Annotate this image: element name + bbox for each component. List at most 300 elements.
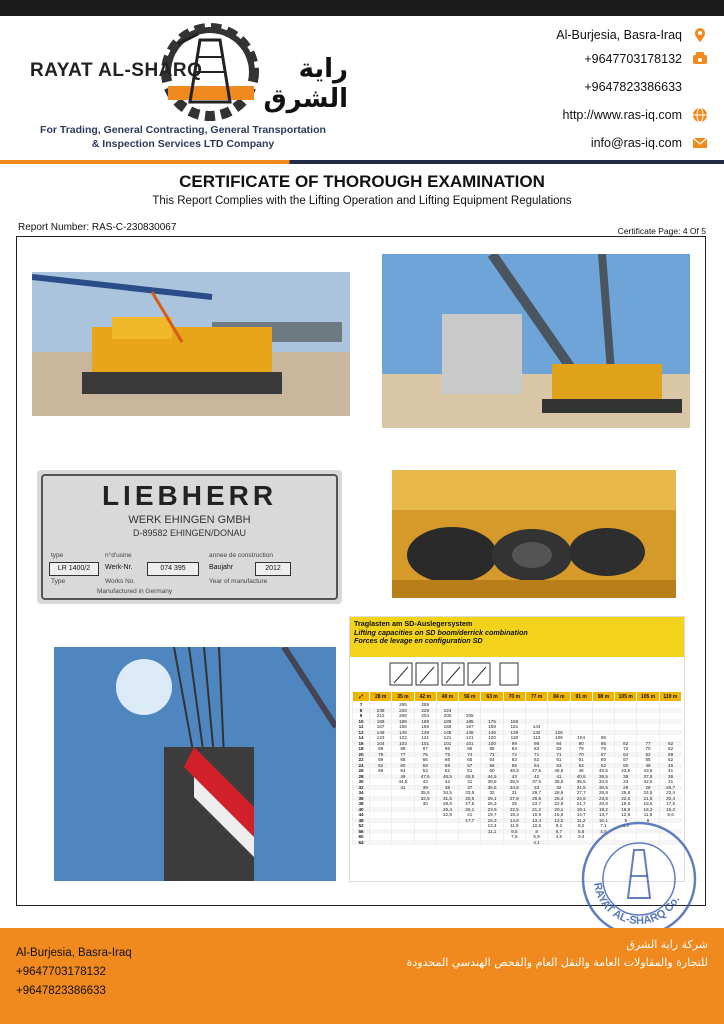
contact-website[interactable]: http://www.ras-iq.com [448, 104, 708, 126]
capacity-cell: 30 [414, 801, 436, 807]
load-chart-title-de: Traglasten am SD-Auslegersystem [354, 619, 473, 628]
capacity-cell: 52 [436, 768, 458, 774]
capacity-cell: 71 [525, 752, 547, 758]
capacity-cell: 3,4 [570, 834, 592, 840]
capacity-cell: 94 [548, 741, 570, 747]
capacity-cell: 98 [525, 741, 547, 747]
configuration-symbols [350, 657, 684, 691]
capacity-cell: 16,3 [481, 818, 503, 824]
radius-cell: 16 [353, 741, 370, 747]
capacity-cell: 24,5 [637, 790, 659, 796]
capacity-cell: 41 [548, 774, 570, 780]
capacity-cell: 69 [370, 757, 392, 763]
boom-length-header: 77 m [525, 692, 547, 702]
capacity-cell: 32,5 [414, 796, 436, 802]
capacity-cell [459, 840, 481, 846]
photo-counterweight [32, 272, 350, 416]
capacity-cell: 33,5 [459, 790, 481, 796]
capacity-cell: 14,7 [570, 812, 592, 818]
radius-cell: 7 [353, 702, 370, 708]
capacity-cell: 4,5 [592, 829, 614, 835]
capacity-cell: 78 [370, 752, 392, 758]
boom-length-header: 28 m [370, 692, 392, 702]
capacity-cell: 33 [525, 785, 547, 791]
capacity-cell [414, 840, 436, 846]
capacity-cell: 50 [615, 763, 637, 769]
capacity-cell: 10,5 [525, 823, 547, 829]
capacity-cell: 35,5 [481, 785, 503, 791]
capacity-cell: 103 [392, 741, 414, 747]
email-icon [692, 135, 708, 151]
contact-address: Al-Burjesia, Basra-Iraq [448, 24, 708, 46]
boom-length-header: 105 m [615, 692, 637, 702]
capacity-cell: 65 [459, 757, 481, 763]
capacity-cell: 64 [481, 757, 503, 763]
capacity-cell [503, 840, 525, 846]
capacity-cell: 101 [459, 741, 481, 747]
capacity-cell: 55 [637, 757, 659, 763]
photo-crawler-crane [382, 254, 690, 428]
capacity-cell: 21,5 [637, 796, 659, 802]
capacity-cell: 16,3 [637, 807, 659, 813]
capacity-cell: 189 [370, 719, 392, 725]
capacity-cell: 41 [459, 779, 481, 785]
boom-length-header: 70 m [503, 692, 525, 702]
capacity-cell: 113 [525, 735, 547, 741]
boom-length-header: 56 m [459, 692, 481, 702]
capacity-cell: 60 [392, 763, 414, 769]
capacity-cell: 28 [637, 785, 659, 791]
svg-text:RAYAT AL-SHARQ Co.: RAYAT AL-SHARQ Co. [591, 881, 683, 928]
capacity-cell: 31 [503, 790, 525, 796]
capacity-cell: 26,7 [659, 785, 681, 791]
capacity-cell: 26,3 [481, 801, 503, 807]
tagline-line-2: & Inspection Services LTD Company [91, 138, 275, 150]
capacity-cell: 83 [548, 746, 570, 752]
radius-cell: 56 [353, 829, 370, 835]
capacity-cell: 42 [525, 774, 547, 780]
capacity-cell: 22,5 [615, 796, 637, 802]
capacity-cell: 32 [548, 785, 570, 791]
capacity-cell: 26,8 [592, 790, 614, 796]
capacity-cell: 53 [414, 768, 436, 774]
certificate-subtitle: This Report Complies with the Lifting Operation and Lifting Equipment Regulations [152, 195, 572, 207]
capacity-cell: 43 [503, 774, 525, 780]
capacity-cell: 66 [414, 757, 436, 763]
capacity-cell: 74 [459, 752, 481, 758]
capacity-cell: 189 [436, 719, 458, 725]
boom-length-header: 119 m [659, 692, 681, 702]
capacity-cell: 126 [548, 730, 570, 736]
radius-cell: 24 [353, 763, 370, 769]
capacity-cell: 12,2 [548, 818, 570, 824]
capacity-cell: 90 [570, 741, 592, 747]
footer [0, 928, 724, 1024]
capacity-cell [548, 840, 570, 846]
capacity-cell: 87 [414, 746, 436, 752]
capacity-cell: 101 [414, 741, 436, 747]
capacity-cell: 5,6 [570, 829, 592, 835]
capacity-cell: 30,5 [459, 796, 481, 802]
capacity-cell: 70 [637, 746, 659, 752]
capacity-cell: 68 [392, 757, 414, 763]
capacity-cell: 8 [637, 818, 659, 824]
capacity-cell: 53 [548, 763, 570, 769]
capacity-cell: 83 [525, 746, 547, 752]
capacity-cell: 188 [392, 719, 414, 725]
contact-phone-1: +9647703178132 [448, 48, 708, 70]
capacity-cell: 33 [615, 779, 637, 785]
capacity-cell: 167 [370, 724, 392, 730]
capacity-cell: 43,5 [637, 768, 659, 774]
capacity-cell: 19,7 [481, 812, 503, 818]
capacity-cell: 38 [436, 785, 458, 791]
capacity-cell: 71 [548, 752, 570, 758]
capacity-cell: 139 [503, 730, 525, 736]
capacity-cell: 20,4 [659, 796, 681, 802]
capacity-cell: 166 [503, 719, 525, 725]
company-logo [18, 22, 348, 152]
capacity-cell: 11,2 [570, 818, 592, 824]
footer-arabic-company: شركة راية الشرق [626, 938, 708, 951]
boom-length-header: 105 m [637, 692, 659, 702]
top-bar [0, 0, 724, 16]
capacity-cell: 20,1 [548, 807, 570, 813]
capacity-cell: 39,5 [592, 774, 614, 780]
capacity-cell: 45,5 [459, 774, 481, 780]
radius-cell: 10 [353, 719, 370, 725]
header-divider [0, 160, 724, 164]
capacity-cell: 20,8 [592, 801, 614, 807]
boom-length-header: 49 m [436, 692, 458, 702]
capacity-cell: 14,8 [503, 818, 525, 824]
capacity-cell: 15,8 [548, 812, 570, 818]
capacity-cell: 122 [392, 735, 414, 741]
capacity-cell: 15,2 [659, 807, 681, 813]
capacity-cell: 22,5 [436, 812, 458, 818]
capacity-cell: 26,5 [525, 796, 547, 802]
capacity-cell: 9,5 [503, 829, 525, 835]
radius-cell: 34 [353, 790, 370, 796]
radius-cell: 18 [353, 746, 370, 752]
capacity-cell: 38 [615, 774, 637, 780]
load-chart-title-fr: Forces de levage en configuration SD [354, 636, 483, 646]
footer-arabic-services: للتجارة والمقاولات العامة والنقل العام والفحص الهندسي المحدودة [406, 956, 708, 969]
capacity-cell: 200 [436, 713, 458, 719]
capacity-cell: 31,5 [436, 796, 458, 802]
radius-cell: 22 [353, 757, 370, 763]
capacity-cell: 35,5 [414, 790, 436, 796]
capacity-cell: 188 [414, 719, 436, 725]
radius-cell: 20 [353, 752, 370, 758]
capacity-cell: 9,6 [659, 812, 681, 818]
capacity-cell: 34,5 [436, 790, 458, 796]
capacity-cell: 224 [436, 708, 458, 714]
capacity-cell: 58 [436, 763, 458, 769]
capacity-cell: 46,5 [436, 774, 458, 780]
capacity-cell: 9 [615, 818, 637, 824]
capacity-cell: 36,5 [548, 779, 570, 785]
capacity-cell: 8 [525, 829, 547, 835]
capacity-cell: 56 [370, 768, 392, 774]
capacity-cell: 104 [570, 735, 592, 741]
capacity-cell: 25 [503, 801, 525, 807]
capacity-cell: 40,5 [570, 774, 592, 780]
capacity-cell: 38,5 [503, 779, 525, 785]
radius-cell: 11 [353, 724, 370, 730]
radius-cell: 38 [353, 801, 370, 807]
capacity-cell: 96 [592, 735, 614, 741]
capacity-cell: 50 [481, 768, 503, 774]
capacity-cell: 13,7 [592, 812, 614, 818]
capacity-cell: 185 [459, 719, 481, 725]
capacity-cell: 57 [615, 757, 637, 763]
capacity-cell: 84 [503, 746, 525, 752]
capacity-cell: 7,1 [592, 823, 614, 829]
capacity-cell: 88 [392, 746, 414, 752]
capacity-cell: 121 [436, 735, 458, 741]
capacity-cell: 238 [370, 708, 392, 714]
radius-cell: 40 [353, 807, 370, 813]
capacity-cell: 39 [414, 785, 436, 791]
capacity-cell: 205 [459, 713, 481, 719]
company-stamp-icon [580, 820, 698, 938]
capacity-cell: 56 [481, 763, 503, 769]
capacity-cell: 82 [615, 741, 637, 747]
capacity-cell: 67 [592, 752, 614, 758]
nameplate-year-value: 2012 [255, 562, 291, 576]
capacity-cell: 79 [570, 746, 592, 752]
capacity-cell: 26,4 [436, 807, 458, 813]
capacity-cell: 148 [436, 730, 458, 736]
radius-cell: 14 [353, 735, 370, 741]
capacity-cell: 63 [503, 757, 525, 763]
capacity-cell: 37,5 [525, 779, 547, 785]
capacity-cell: 64 [615, 752, 637, 758]
capacity-cell: 17,5 [659, 801, 681, 807]
capacity-cell: 62 [659, 746, 681, 752]
capacity-cell: 101 [436, 741, 458, 747]
capacity-cell: 104 [370, 741, 392, 747]
capacity-cell: 118 [503, 735, 525, 741]
radius-cell: 12 [353, 730, 370, 736]
capacity-cell: 23,7 [525, 801, 547, 807]
capacity-cell: 60 [592, 757, 614, 763]
capacity-cell: 77 [392, 752, 414, 758]
radius-header: ⤢ [353, 692, 370, 702]
certificate-title: CERTIFICATE OF THOROUGH EXAMINATION [179, 172, 545, 191]
capacity-cell: 149 [392, 730, 414, 736]
capacity-cell [436, 840, 458, 846]
capacity-cell: 265 [392, 702, 414, 708]
capacity-cell: 85 [481, 746, 503, 752]
capacity-cell: 72 [615, 746, 637, 752]
load-chart-title-en: Lifting capacities on SD boom/derrick combination [354, 627, 528, 637]
boom-length-header: 84 m [548, 692, 570, 702]
capacity-cell: 4,5 [548, 834, 570, 840]
radius-cell: 44 [353, 812, 370, 818]
capacity-cell: 58 [659, 752, 681, 758]
capacity-cell: 29 [615, 785, 637, 791]
capacity-cell: 53 [570, 763, 592, 769]
capacity-cell: 11,6 [637, 812, 659, 818]
capacity-cell: 89 [370, 746, 392, 752]
capacity-cell: 23,4 [659, 790, 681, 796]
capacity-cell [392, 840, 414, 846]
radius-cell: 64 [353, 840, 370, 846]
capacity-cell: 61 [570, 757, 592, 763]
capacity-cell: 21 [459, 812, 481, 818]
capacity-cell: 44,5 [392, 779, 414, 785]
tagline-line-1: For Trading, General Contracting, General Transportation [40, 124, 326, 136]
capacity-cell: 62 [370, 763, 392, 769]
capacity-cell: 6,3 [615, 823, 637, 829]
radius-cell: 28 [353, 774, 370, 780]
certificate-page-number: Certificate Page: 4 Of 5 [617, 226, 706, 236]
capacity-cell: 25,6 [615, 790, 637, 796]
location-pin-icon [692, 27, 708, 43]
capacity-cell: 48,5 [503, 768, 525, 774]
capacity-cell: 73 [481, 752, 503, 758]
capacity-cell: 204 [414, 713, 436, 719]
capacity-cell: 7,5 [503, 834, 525, 840]
capacity-cell: 16,9 [615, 807, 637, 813]
capacity-cell: 121 [459, 735, 481, 741]
capacity-cell: 27,5 [459, 801, 481, 807]
capacity-cell: 52 [592, 763, 614, 769]
capacity-cell: 29,1 [481, 796, 503, 802]
capacity-cell: 47,5 [525, 768, 547, 774]
capacity-cell: 86 [436, 746, 458, 752]
radius-cell: 9 [353, 713, 370, 719]
boom-length-header: 35 m [392, 692, 414, 702]
capacity-cell: 23,6 [592, 796, 614, 802]
photo-hook-block [54, 647, 336, 881]
capacity-cell: 166 [414, 724, 436, 730]
capacity-cell: 37,5 [637, 774, 659, 780]
capacity-cell: 5,9 [525, 834, 547, 840]
capacity-cell: 27,7 [570, 790, 592, 796]
boom-length-header: 63 m [481, 692, 503, 702]
capacity-cell: 166 [436, 724, 458, 730]
radius-cell: 30 [353, 779, 370, 785]
capacity-cell: 21,7 [570, 801, 592, 807]
capacity-cell: 30,5 [592, 785, 614, 791]
capacity-cell: 146 [481, 730, 503, 736]
capacity-cell: 9,2 [548, 823, 570, 829]
capacity-cell: 208 [392, 713, 414, 719]
capacity-cell: 100 [481, 741, 503, 747]
capacity-cell: 55 [503, 763, 525, 769]
capacity-cell: 46 [659, 763, 681, 769]
capacity-cell: 18,2 [592, 807, 614, 813]
capacity-cell [481, 840, 503, 846]
capacity-cell: 18,5 [637, 801, 659, 807]
footer-phone-1: +9647703178132 [16, 966, 106, 978]
capacity-cell: 228 [414, 708, 436, 714]
capacity-cell: 62 [659, 741, 681, 747]
capacity-cell: 86 [459, 746, 481, 752]
capacity-cell: 28,6 [548, 790, 570, 796]
capacity-cell: 10,1 [592, 818, 614, 824]
capacity-cell: 76 [592, 746, 614, 752]
capacity-cell: 31,5 [570, 785, 592, 791]
capacity-cell: 47,5 [414, 774, 436, 780]
capacity-cell: 13,4 [481, 823, 503, 829]
capacity-cell: 16,9 [525, 812, 547, 818]
capacity-cell: 11,9 [503, 823, 525, 829]
capacity-cell: 54 [392, 768, 414, 774]
boom-length-header: 98 m [592, 692, 614, 702]
nameplate-works: WERK EHINGEN GMBH [128, 514, 251, 526]
capacity-cell: 17,7 [459, 818, 481, 824]
contact-email[interactable]: info@ras-iq.com [448, 132, 708, 154]
capacity-cell: 121 [414, 735, 436, 741]
nameplate-brand: LIEBHERR [101, 480, 278, 511]
footer-phone-2: +9647823386633 [16, 985, 106, 997]
capacity-cell: 31 [659, 779, 681, 785]
radius-cell: 52 [353, 823, 370, 829]
capacity-cell: 19,6 [615, 801, 637, 807]
capacity-cell: 86 [592, 741, 614, 747]
capacity-cell: 21,2 [525, 807, 547, 813]
nameplate-works-value: 074 395 [147, 562, 199, 576]
capacity-cell: 32,5 [637, 779, 659, 785]
capacity-cell: 18,3 [503, 812, 525, 818]
logo-english-text: RAYAT AL-SHARQ [30, 60, 203, 81]
capacity-cell: 41 [659, 768, 681, 774]
radius-cell: 60 [353, 834, 370, 840]
capacity-cell: 70 [570, 752, 592, 758]
capacity-cell [370, 840, 392, 846]
capacity-cell: 41 [392, 785, 414, 791]
capacity-cell: 120 [481, 735, 503, 741]
capacity-cell: 24,6 [570, 796, 592, 802]
boom-length-header: 91 m [570, 692, 592, 702]
capacity-cell: 11,1 [481, 829, 503, 835]
capacity-cell: 22,6 [548, 801, 570, 807]
capacity-cell: 57 [459, 763, 481, 769]
capacity-cell: 166 [392, 724, 414, 730]
capacity-cell: 233 [392, 708, 414, 714]
capacity-cell: 108 [548, 735, 570, 741]
capacity-cell: 175 [481, 719, 503, 725]
radius-cell: 32 [353, 785, 370, 791]
capacity-cell: 54 [525, 763, 547, 769]
capacity-cell: 25,1 [459, 807, 481, 813]
capacity-cell: 32 [481, 790, 503, 796]
capacity-cell: 75 [436, 752, 458, 758]
capacity-cell: 132 [525, 730, 547, 736]
photo-nameplate: LIEBHERR WERK EHINGEN GMBH D-89582 EHINGEN/DONAU type n°d'usine annee de construction LR 1400/2 Werk-Nr. 074 395 Baujahr 2012 Type Works No. Year of manufacture Manufactured in Germany [37, 470, 342, 604]
capacity-cell: 43 [414, 779, 436, 785]
capacity-cell: 23,9 [481, 807, 503, 813]
capacity-cell: 39,5 [481, 779, 503, 785]
capacity-cell: 75 [414, 752, 436, 758]
capacity-cell: 13,4 [525, 818, 547, 824]
capacity-cell: 25,4 [548, 796, 570, 802]
boom-length-header: 42 m [414, 692, 436, 702]
capacity-cell: 19,1 [570, 807, 592, 813]
capacity-cell: 77 [637, 741, 659, 747]
capacity-cell: 6,7 [548, 829, 570, 835]
radius-cell: 8 [353, 708, 370, 714]
radius-cell: 36 [353, 796, 370, 802]
capacity-cell: 34,5 [503, 785, 525, 791]
nameplate-type-value: LR 1400/2 [49, 562, 99, 576]
capacity-cell: 167 [459, 724, 481, 730]
capacity-cell: 149 [370, 730, 392, 736]
